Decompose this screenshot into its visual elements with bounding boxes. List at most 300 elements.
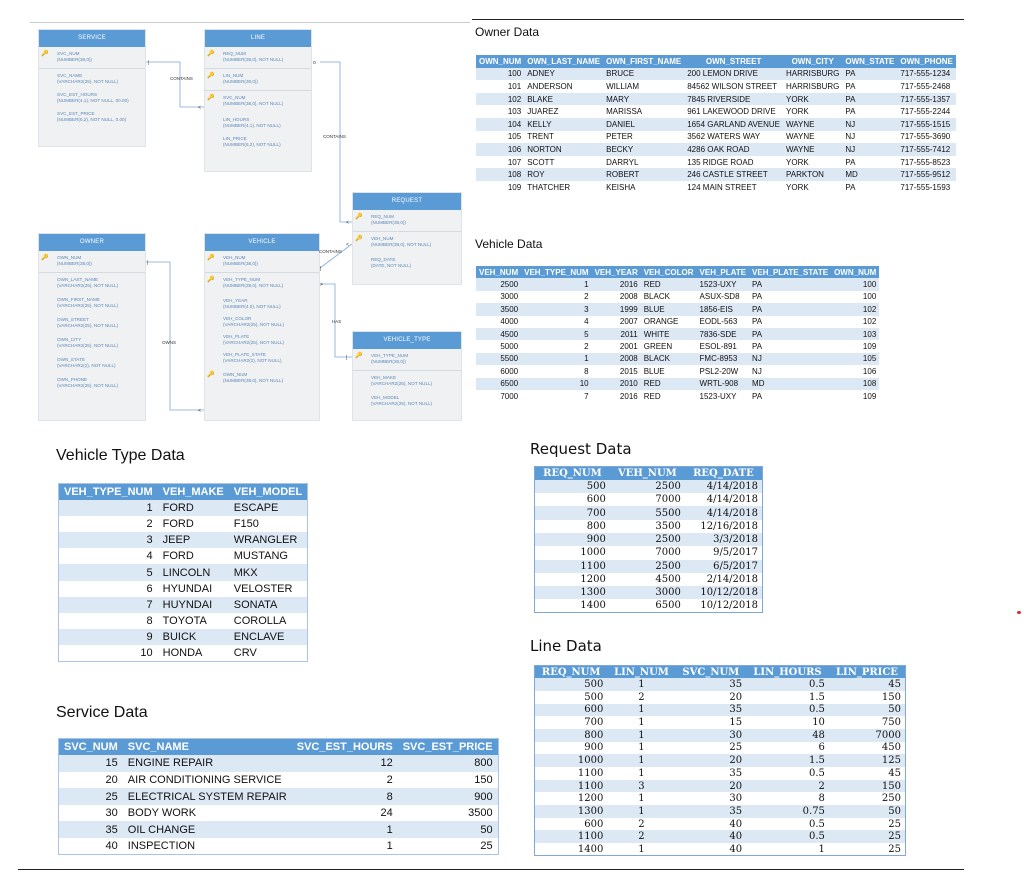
table-cell: NJ: [749, 353, 831, 365]
table-cell: NJ: [842, 131, 897, 144]
table-cell: 30: [59, 805, 123, 822]
table-row: [535, 792, 906, 805]
table-cell: YORK: [783, 105, 842, 118]
table-cell: 7000: [610, 546, 685, 559]
table-cell: 20: [676, 691, 746, 704]
table-cell: ADNEY: [524, 68, 603, 81]
table-cell: 2: [59, 516, 158, 532]
attr-type: (VARCHAR2(25), NOT NULL): [371, 381, 433, 386]
vehicle-type-data-title: Vehicle Type Data: [56, 447, 185, 464]
attr-type: (VARCHAR2(25), NOT NULL): [57, 323, 119, 328]
col-header: OWN_PHONE: [897, 55, 955, 68]
table-cell: RED: [641, 378, 697, 390]
vehicle-type-table-body: [59, 500, 308, 662]
table-cell: 109: [476, 181, 524, 194]
table-cell: 4/14/2018: [685, 493, 763, 506]
col-header: VEH_COLOR: [641, 266, 697, 278]
attr-name: VEH_TYPE_NUM: [371, 353, 409, 358]
table-cell: 2016: [592, 390, 641, 402]
table-cell: 35: [676, 805, 746, 818]
table-cell: 5: [521, 328, 591, 340]
attr-name: VEH_NUM: [371, 236, 394, 241]
attr-name: VEH_TYPE_NUM: [223, 277, 261, 282]
table-row: [59, 838, 499, 855]
col-header: VEH_YEAR: [592, 266, 641, 278]
attr-name: SVC_NAME: [57, 73, 83, 78]
table-cell: BODY WORK: [123, 805, 292, 822]
attr-type: (NUMBER(38,0), NOT NULL): [223, 57, 284, 62]
red-mark: [1017, 611, 1021, 614]
table-cell: 8: [521, 365, 591, 377]
foreign-key-icon: 🔑: [207, 277, 215, 283]
table-cell: YORK: [783, 181, 842, 194]
svg-text:|: |: [148, 60, 150, 66]
table-cell: 4/14/2018: [685, 480, 763, 493]
table-cell: 1400: [535, 843, 608, 856]
table-cell: 24: [292, 805, 398, 822]
attr-type: (NUMBER(4,0), NOT NULL): [223, 304, 281, 309]
attr-type: (VARCHAR2(25), NOT NULL): [223, 322, 285, 327]
svg-text:<: <: [346, 242, 349, 248]
table-cell: WILLIAM: [603, 80, 684, 93]
table-cell: 717-555-9512: [897, 168, 955, 181]
table-row: [59, 500, 308, 516]
attr-name: LIN_PRICE: [223, 136, 247, 141]
table-cell: 6500: [610, 599, 685, 612]
table-cell: PA: [749, 328, 831, 340]
primary-key-icon: 🔑: [41, 255, 49, 261]
attr-name: VEH_NUM: [223, 255, 246, 260]
table-cell: BRUCE: [603, 68, 684, 81]
table-cell: 150: [398, 772, 498, 789]
table-cell: 1: [607, 729, 675, 742]
entity-request-title: REQUEST: [353, 193, 461, 210]
table-row: [535, 599, 763, 612]
table-cell: 1: [607, 754, 675, 767]
table-row: [535, 493, 763, 506]
attr-name: OWN_LAST_NAME: [57, 277, 99, 282]
table-cell: 2: [746, 780, 829, 793]
attr-name: OWN_STREET: [57, 317, 89, 322]
table-cell: 102: [831, 316, 879, 328]
col-header: SVC_NUM: [676, 666, 746, 679]
table-cell: 800: [535, 520, 610, 533]
col-header: LIN_HOURS: [746, 666, 829, 679]
entity-service[interactable]: [38, 29, 146, 147]
table-cell: JEEP: [158, 532, 229, 548]
table-cell: 45: [829, 678, 906, 691]
request-header-row: [535, 467, 763, 480]
table-cell: 3000: [610, 586, 685, 599]
table-cell: 500: [535, 691, 608, 704]
col-header: LIN_NUM: [607, 666, 675, 679]
col-header: SVC_NUM: [59, 739, 123, 756]
table-row: [476, 68, 956, 81]
entity-owner[interactable]: [38, 233, 149, 421]
table-cell: 105: [831, 353, 879, 365]
table-cell: 4500: [476, 328, 521, 340]
col-header: VEH_PLATE: [697, 266, 750, 278]
table-row: [535, 716, 906, 729]
attr-name: SVC_EST_PRICE: [57, 111, 95, 116]
table-cell: 900: [398, 788, 498, 805]
attr-name: OWN_STATE: [57, 357, 85, 362]
table-cell: 2008: [592, 291, 641, 303]
table-row: [59, 581, 308, 597]
attr-name: OWN_NUM: [57, 255, 82, 260]
table-cell: 1856-EIS: [697, 303, 750, 315]
table-cell: 150: [829, 691, 906, 704]
table-cell: ROY: [524, 168, 603, 181]
table-cell: 750: [829, 716, 906, 729]
attr-type: (NUMBER(38,0)): [57, 57, 92, 62]
table-cell: 108: [476, 168, 524, 181]
table-cell: 717-555-1593: [897, 181, 955, 194]
table-cell: COROLLA: [229, 613, 308, 629]
table-cell: 2500: [610, 560, 685, 573]
table-cell: 717-555-2244: [897, 105, 955, 118]
table-cell: 1: [607, 678, 675, 691]
table-cell: 900: [535, 742, 608, 755]
table-cell: 3562 WATERS WAY: [684, 131, 783, 144]
table-cell: NJ: [842, 143, 897, 156]
col-header: OWN_NUM: [476, 55, 524, 68]
table-cell: BLACK: [641, 291, 697, 303]
table-cell: 25: [676, 742, 746, 755]
table-row: [535, 678, 906, 691]
table-cell: 6: [59, 581, 158, 597]
table-cell: 40: [676, 818, 746, 831]
attr-name: LIN_NUM: [223, 73, 244, 78]
table-row: [476, 390, 879, 402]
table-cell: 10/12/2018: [685, 586, 763, 599]
table-cell: 40: [676, 830, 746, 843]
table-cell: 7000: [829, 729, 906, 742]
table-cell: 4500: [610, 573, 685, 586]
table-row: [476, 291, 879, 303]
line-header-row: [535, 666, 906, 679]
table-cell: NJ: [749, 365, 831, 377]
table-cell: 20: [676, 754, 746, 767]
attr-name: VEH_COLOR: [223, 316, 252, 321]
table-row: [535, 506, 763, 519]
table-cell: 700: [535, 716, 608, 729]
table-cell: OIL CHANGE: [123, 821, 292, 838]
table-row: [476, 118, 956, 131]
table-row: [476, 353, 879, 365]
table-cell: ORANGE: [641, 316, 697, 328]
table-cell: EODL-563: [697, 316, 750, 328]
table-cell: BLAKE: [524, 93, 603, 106]
attr-type: (NUMBER(38,0), NOT NULL): [371, 242, 432, 247]
table-row: [476, 131, 956, 144]
entity-owner-title: OWNER: [39, 234, 145, 251]
table-cell: 717-555-1515: [897, 118, 955, 131]
table-cell: 1.5: [746, 754, 829, 767]
vehicle-data-title: Vehicle Data: [475, 237, 543, 251]
table-cell: 4000: [476, 316, 521, 328]
service-header-row: [59, 739, 499, 756]
table-cell: 35: [676, 767, 746, 780]
table-cell: 7845 RIVERSIDE: [684, 93, 783, 106]
table-cell: 109: [831, 340, 879, 352]
table-cell: 50: [829, 704, 906, 717]
table-cell: 500: [535, 480, 610, 493]
table-cell: AIR CONDITIONING SERVICE: [123, 772, 292, 789]
table-cell: HONDA: [158, 645, 229, 661]
owner-data-title: Owner Data: [475, 25, 540, 39]
attr-type: (NUMBER(38,0)): [371, 220, 406, 225]
attr-type: (VARCHAR2(25), NOT NULL): [57, 79, 119, 84]
table-cell: 1654 GARLAND AVENUE: [684, 118, 783, 131]
table-cell: 2500: [610, 533, 685, 546]
attr-name: REQ_NUM: [371, 214, 394, 219]
table-row: [476, 105, 956, 118]
col-header: VEH_NUM: [476, 266, 521, 278]
entity-vehicle-title: VEHICLE: [205, 234, 319, 251]
table-cell: MUSTANG: [229, 548, 308, 564]
table-cell: 1: [607, 843, 675, 856]
entity-service-title: SERVICE: [39, 30, 145, 47]
foreign-key-icon: 🔑: [355, 236, 363, 242]
table-cell: 0.5: [746, 678, 829, 691]
col-header: OWN_CITY: [783, 55, 842, 68]
table-cell: 10/12/2018: [685, 599, 763, 612]
table-cell: 1400: [535, 599, 610, 612]
table-cell: 106: [476, 143, 524, 156]
table-cell: 100: [831, 291, 879, 303]
table-cell: 1523-UXY: [697, 278, 750, 290]
table-cell: 1523-UXY: [697, 390, 750, 402]
col-header: REQ_DATE: [685, 467, 763, 480]
er-diagram: [30, 22, 470, 432]
table-cell: 3/3/2018: [685, 533, 763, 546]
table-cell: 106: [831, 365, 879, 377]
line-data-table: [534, 665, 906, 856]
table-cell: 2500: [610, 480, 685, 493]
table-cell: 8: [292, 788, 398, 805]
table-cell: WRANGLER: [229, 532, 308, 548]
table-cell: 2010: [592, 378, 641, 390]
rel-label-owns: OWNS: [162, 340, 176, 345]
table-cell: 1: [607, 716, 675, 729]
attr-type: (NUMBER(38,0)): [223, 79, 258, 84]
table-cell: ASUX-SD8: [697, 291, 750, 303]
table-cell: 1: [607, 704, 675, 717]
table-row: [535, 818, 906, 831]
table-cell: 7: [521, 390, 591, 402]
table-cell: 45: [829, 767, 906, 780]
table-cell: 40: [676, 843, 746, 856]
table-cell: INSPECTION: [123, 838, 292, 855]
table-cell: 9: [59, 629, 158, 645]
table-cell: 4: [59, 548, 158, 564]
table-cell: 12/16/2018: [685, 520, 763, 533]
table-cell: TRENT: [524, 131, 603, 144]
table-cell: HARRISBURG: [783, 68, 842, 81]
col-header: VEH_NUM: [610, 467, 685, 480]
col-header: SVC_EST_HOURS: [292, 739, 398, 756]
request-data-table: [534, 466, 763, 613]
table-cell: 109: [831, 390, 879, 402]
table-cell: 2015: [592, 365, 641, 377]
table-cell: 20: [676, 780, 746, 793]
table-cell: SONATA: [229, 597, 308, 613]
table-cell: GREEN: [641, 340, 697, 352]
table-cell: WRTL-908: [697, 378, 750, 390]
attr-type: (VARCHAR2(2), NOT NULL): [223, 358, 282, 363]
table-cell: 2: [607, 830, 675, 843]
table-row: [535, 767, 906, 780]
table-cell: PA: [749, 316, 831, 328]
table-row: [59, 516, 308, 532]
primary-key-icon: 🔑: [355, 353, 363, 359]
owner-table-body: [476, 68, 956, 194]
table-cell: 7836-SDE: [697, 328, 750, 340]
attr-name: OWN_NUM: [223, 372, 248, 377]
table-cell: BLUE: [641, 365, 697, 377]
table-cell: HYUNDAI: [158, 581, 229, 597]
table-cell: 2: [292, 772, 398, 789]
table-row: [59, 548, 308, 564]
table-cell: 1: [292, 821, 398, 838]
table-cell: 600: [535, 493, 610, 506]
table-cell: KELLY: [524, 118, 603, 131]
table-cell: 2: [607, 691, 675, 704]
attr-name: VEH_PLATE_STATE: [223, 352, 266, 357]
entity-line[interactable]: [204, 29, 312, 172]
attr-name: REQ_NUM: [223, 51, 246, 56]
table-row: [476, 168, 956, 181]
table-cell: 8: [59, 613, 158, 629]
table-row: [476, 181, 956, 194]
table-cell: 100: [476, 68, 524, 81]
line-data-title: Line Data: [530, 637, 602, 655]
bottom-border-line: [18, 869, 964, 870]
table-cell: FORD: [158, 548, 229, 564]
table-cell: 5500: [476, 353, 521, 365]
table-cell: 7: [59, 597, 158, 613]
table-cell: 30: [676, 792, 746, 805]
table-cell: 2: [521, 340, 591, 352]
attr-type: (VARCHAR2(25), NOT NULL): [57, 343, 119, 348]
table-cell: WAYNE: [783, 131, 842, 144]
col-header: REQ_NUM: [535, 666, 608, 679]
table-cell: 1: [607, 805, 675, 818]
table-cell: 40: [59, 838, 123, 855]
table-cell: FORD: [158, 500, 229, 516]
table-row: [535, 546, 763, 559]
primary-key-icon: 🔑: [355, 214, 363, 220]
col-header: SVC_EST_PRICE: [398, 739, 498, 756]
attr-type: (VARCHAR2(25), NOT NULL): [57, 283, 119, 288]
table-row: [59, 821, 499, 838]
table-cell: 4286 OAK ROAD: [684, 143, 783, 156]
table-cell: PA: [749, 303, 831, 315]
attr-type: (NUMBER(38,0)): [57, 261, 92, 266]
table-row: [59, 613, 308, 629]
table-row: [59, 629, 308, 645]
table-cell: MARY: [603, 93, 684, 106]
vehicle-type-data-table: [58, 483, 308, 662]
table-row: [535, 586, 763, 599]
line-table-body: [535, 678, 906, 856]
table-cell: 717-555-8523: [897, 156, 955, 169]
entity-line-title: LINE: [205, 30, 311, 47]
entity-vehicle-type-title: VEHICLE_TYPE: [353, 332, 461, 349]
table-cell: RED: [641, 390, 697, 402]
rel-label-contains: CONTAINS: [319, 249, 342, 254]
table-cell: 0.5: [746, 704, 829, 717]
table-cell: BECKY: [603, 143, 684, 156]
table-cell: THATCHER: [524, 181, 603, 194]
entity-request[interactable]: [352, 192, 462, 285]
table-cell: 1: [746, 843, 829, 856]
table-cell: 1100: [535, 830, 608, 843]
entity-vehicle[interactable]: [204, 233, 320, 421]
table-cell: 0.5: [746, 767, 829, 780]
table-cell: 717-555-7412: [897, 143, 955, 156]
table-cell: NJ: [842, 118, 897, 131]
table-cell: 800: [398, 755, 498, 772]
table-row: [535, 560, 763, 573]
col-header: VEH_MODEL: [229, 484, 308, 500]
table-cell: HUYNDAI: [158, 597, 229, 613]
table-cell: 200 LEMON DRIVE: [684, 68, 783, 81]
col-header: VEH_MAKE: [158, 484, 229, 500]
table-cell: 10: [521, 378, 591, 390]
col-header: LIN_PRICE: [829, 666, 906, 679]
table-cell: 1200: [535, 573, 610, 586]
table-cell: 6000: [476, 365, 521, 377]
table-cell: 107: [476, 156, 524, 169]
table-cell: 50: [829, 805, 906, 818]
col-header: SVC_NAME: [123, 739, 292, 756]
entity-vehicle-type[interactable]: [352, 331, 462, 421]
table-row: [59, 645, 308, 661]
table-cell: ENCLAVE: [229, 629, 308, 645]
foreign-key-icon: 🔑: [207, 95, 215, 101]
table-cell: 2: [607, 818, 675, 831]
table-row: [476, 278, 879, 290]
attr-type: (DATE, NOT NULL): [371, 263, 412, 268]
col-header: OWN_FIRST_NAME: [603, 55, 684, 68]
table-cell: SCOTT: [524, 156, 603, 169]
table-cell: ROBERT: [603, 168, 684, 181]
table-row: [476, 365, 879, 377]
svg-text:>: >: [320, 282, 323, 288]
table-cell: PARKTON: [783, 168, 842, 181]
table-row: [535, 691, 906, 704]
attr-type: (NUMBER(38,0), NOT NULL): [223, 283, 284, 288]
table-cell: 2001: [592, 340, 641, 352]
table-cell: WAYNE: [783, 143, 842, 156]
table-row: [59, 772, 499, 789]
attr-type: (NUMBER(38,0)): [371, 359, 406, 364]
request-table-body: [535, 480, 763, 613]
table-cell: CRV: [229, 645, 308, 661]
primary-key-icon: 🔑: [41, 51, 49, 57]
table-cell: 2007: [592, 316, 641, 328]
col-header: VEH_TYPE_NUM: [521, 266, 591, 278]
table-row: [59, 564, 308, 580]
table-cell: 124 MAIN STREET: [684, 181, 783, 194]
attr-type: (NUMBER(4,1), NOT NULL, 00.00): [57, 98, 129, 103]
col-header: REQ_NUM: [535, 467, 610, 480]
table-cell: 717-555-3690: [897, 131, 955, 144]
table-cell: ENGINE REPAIR: [123, 755, 292, 772]
col-header: OWN_LAST_NAME: [524, 55, 603, 68]
